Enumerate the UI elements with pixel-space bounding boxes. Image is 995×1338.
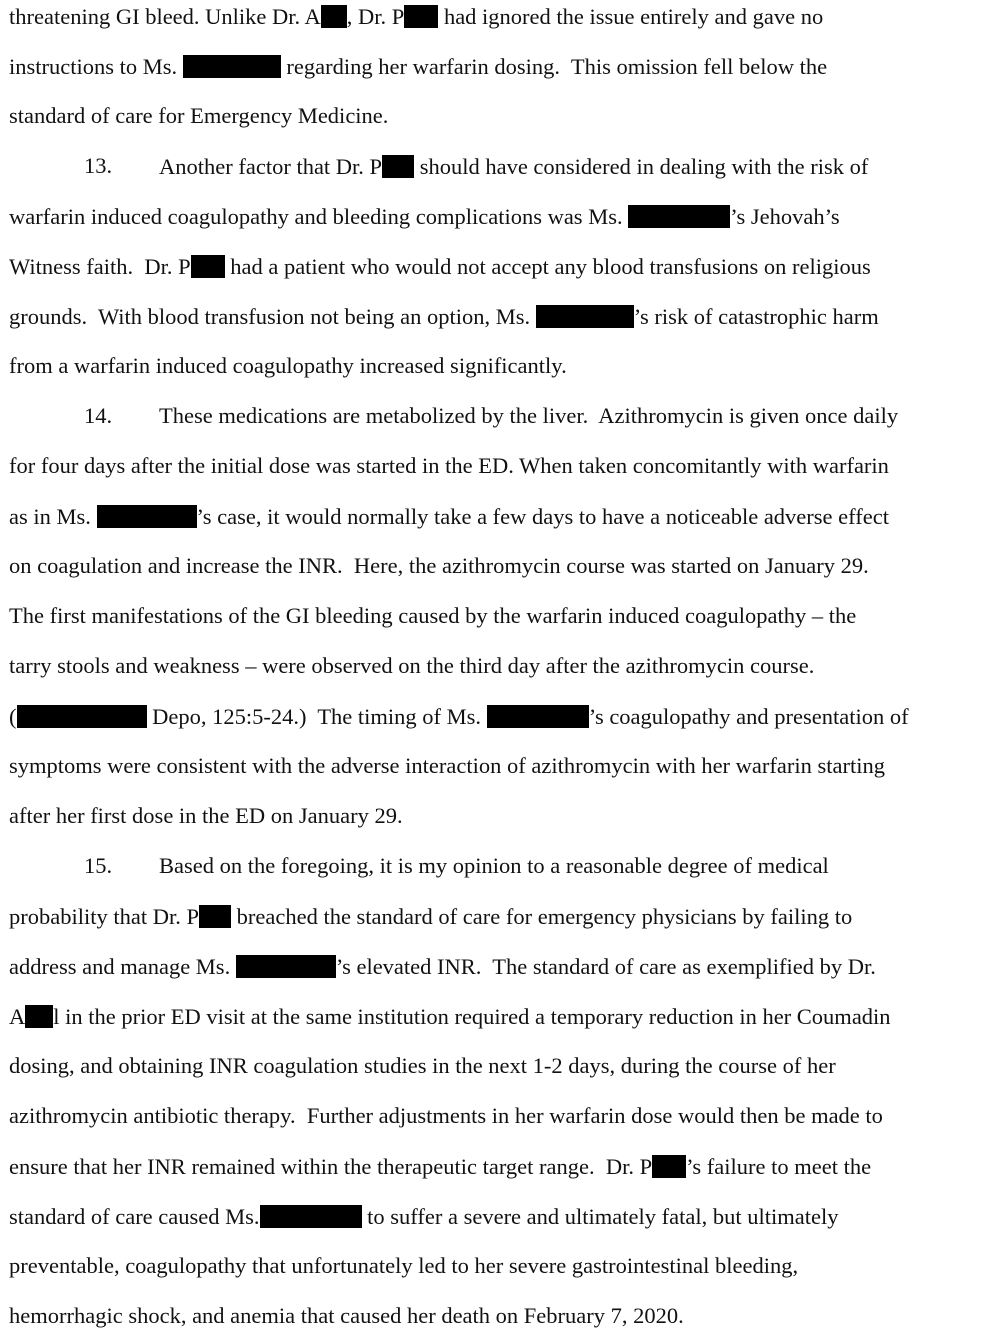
- text-run: regarding her warfarin dosing. This omission fell below the: [280, 54, 828, 79]
- redaction-block: [25, 1005, 53, 1028]
- text-run: after her first dose in the ED on January 29.: [9, 803, 403, 828]
- text-line: [9, 5, 823, 29]
- text-run: ’s case, it would normally take a few days to have a noticeable adverse effect: [196, 504, 889, 529]
- redaction-block: [191, 255, 225, 278]
- text-line: [159, 405, 898, 429]
- redaction-block: [97, 505, 197, 528]
- text-run: These medications are metabolized by the liver. Azithromycin is given once daily: [159, 403, 899, 428]
- redaction-block: [199, 905, 231, 928]
- text-line: [9, 905, 852, 929]
- paragraph-number: 14.: [84, 403, 113, 428]
- redaction-block: [183, 55, 281, 78]
- redaction-block: [652, 1155, 686, 1178]
- text-run: tarry stools and weakness – were observed on the third day after the azithromycin course.: [9, 653, 815, 678]
- text-line: [9, 1305, 684, 1329]
- text-line: [9, 1255, 798, 1279]
- text-run: had ignored the issue entirely and gave no: [438, 4, 824, 29]
- text-run: instructions to Ms.: [9, 54, 183, 79]
- text-line: [9, 1155, 871, 1179]
- text-line: [9, 355, 567, 379]
- text-run: from a warfarin induced coagulopathy increased significantly.: [9, 353, 567, 378]
- text-run: (: [9, 704, 17, 729]
- text-run: standard of care caused Ms.: [9, 1204, 260, 1229]
- redaction-block: [487, 705, 589, 728]
- redaction-block: [17, 705, 147, 728]
- text-run: Another factor that Dr. P: [159, 154, 383, 179]
- text-run: probability that Dr. P: [9, 904, 199, 929]
- text-run: had a patient who would not accept any blood transfusions on religious: [224, 254, 871, 279]
- text-run: The first manifestations of the GI bleeding caused by the warfarin induced coagulopathy – the: [9, 603, 857, 628]
- text-line: [9, 755, 885, 779]
- text-run: Based on the foregoing, it is my opinion to a reasonable degree of medical: [159, 853, 829, 878]
- text-run: ’s coagulopathy and presentation of: [588, 704, 909, 729]
- text-line: [9, 605, 856, 629]
- text-run: on coagulation and increase the INR. Here, the azithromycin course was started on January 29.: [9, 553, 869, 578]
- text-line: [159, 155, 868, 179]
- text-run: Witness faith. Dr. P: [9, 254, 191, 279]
- text-run: should have considered in dealing with the risk of: [414, 154, 869, 179]
- text-run: , Dr. P: [346, 4, 405, 29]
- text-line: [9, 305, 879, 329]
- redaction-block: [382, 155, 414, 178]
- text-run: to suffer a severe and ultimately fatal, but ultimately: [361, 1204, 839, 1229]
- text-run: ’s Jehovah’s: [730, 204, 840, 229]
- text-run: A: [9, 1004, 26, 1029]
- text-run: address and manage Ms.: [9, 954, 236, 979]
- text-run: dosing, and obtaining INR coagulation studies in the next 1-2 days, during the course of her: [9, 1053, 836, 1078]
- text-run: for four days after the initial dose was started in the ED. When taken concomitantly with warfarin: [9, 453, 889, 478]
- text-line: [9, 505, 889, 529]
- text-run: standard of care for Emergency Medicine.: [9, 103, 389, 128]
- text-run: ’s risk of catastrophic harm: [633, 304, 879, 329]
- text-line: [9, 1055, 836, 1079]
- text-line: [9, 455, 889, 479]
- redaction-block: [260, 1205, 362, 1228]
- text-line: [159, 855, 829, 879]
- text-run: l in the prior ED visit at the same institution required a temporary reduction in her Coumadin: [53, 1004, 891, 1029]
- text-line: [9, 805, 403, 829]
- text-run: ensure that her INR remained within the therapeutic target range. Dr. P: [9, 1154, 653, 1179]
- text-line: [9, 1105, 883, 1129]
- redaction-block: [628, 205, 730, 228]
- paragraph-number: 13.: [84, 153, 113, 178]
- text-run: as in Ms.: [9, 504, 97, 529]
- text-line: [9, 55, 827, 79]
- text-run: grounds. With blood transfusion not being an option, Ms.: [9, 304, 536, 329]
- text-run: ’s failure to meet the: [686, 1154, 872, 1179]
- redaction-block: [536, 305, 634, 328]
- text-run: symptoms were consistent with the adverse interaction of azithromycin with her warfarin starting: [9, 753, 885, 778]
- redaction-block: [404, 5, 438, 28]
- text-run: azithromycin antibiotic therapy. Further adjustments in her warfarin dose would then be made to: [9, 1103, 883, 1128]
- text-run: warfarin induced coagulopathy and bleeding complications was Ms.: [9, 204, 629, 229]
- text-run: preventable, coagulopathy that unfortunately led to her severe gastrointestinal bleeding,: [9, 1253, 799, 1278]
- paragraph-number: 15.: [84, 853, 113, 878]
- redaction-block: [321, 5, 347, 28]
- text-line: [9, 1005, 891, 1029]
- text-run: hemorrhagic shock, and anemia that caused her death on February 7, 2020.: [9, 1303, 684, 1328]
- text-run: ’s elevated INR. The standard of care as exemplified by Dr.: [335, 954, 876, 979]
- text-line: [9, 955, 876, 979]
- redaction-block: [236, 955, 336, 978]
- text-line: [9, 105, 388, 129]
- text-line: [9, 555, 869, 579]
- text-run: threatening GI bleed. Unlike Dr. A: [9, 4, 321, 29]
- text-line: [9, 705, 909, 729]
- text-line: [9, 1205, 838, 1229]
- text-line: [9, 205, 840, 229]
- text-run: Depo, 125:5-24.) The timing of Ms.: [146, 704, 487, 729]
- text-line: [9, 655, 814, 679]
- text-run: breached the standard of care for emergency physicians by failing to: [231, 904, 853, 929]
- text-line: [9, 255, 871, 279]
